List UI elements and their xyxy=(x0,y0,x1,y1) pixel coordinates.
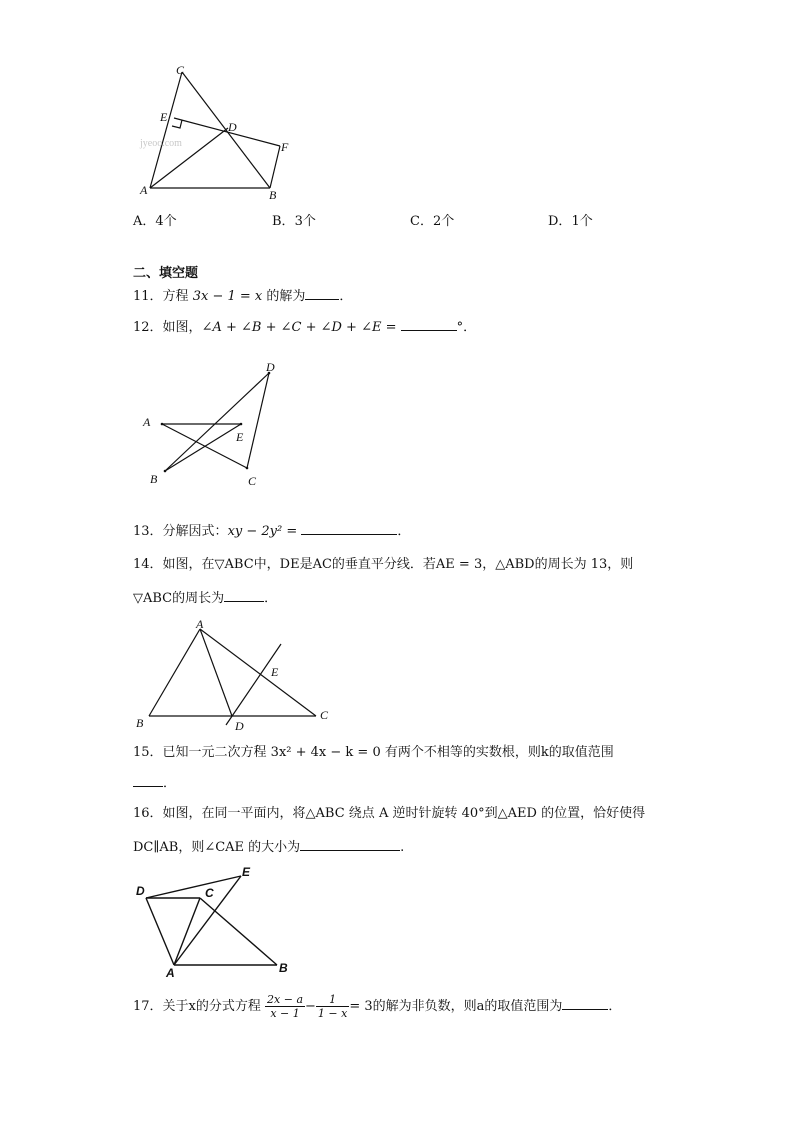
q14-answer-blank[interactable] xyxy=(224,589,264,602)
figure-star-abcde xyxy=(135,355,295,490)
q17-end: ． xyxy=(608,999,622,1014)
q13-answer-blank[interactable] xyxy=(301,522,397,535)
q11-equation: 3x − 1 = x xyxy=(192,289,263,304)
label-b: B xyxy=(279,961,288,975)
question-15-line1 xyxy=(133,745,614,761)
question-13 xyxy=(133,522,410,540)
label-c: C xyxy=(248,474,257,488)
option-a-value: 4个 xyxy=(155,214,177,229)
q16-answer-blank[interactable] xyxy=(300,838,400,851)
section-title: 二、填空题 xyxy=(133,266,199,281)
question-14-line1 xyxy=(133,557,633,573)
q16-number: 16． xyxy=(133,806,163,821)
q17-text-b: = 3的解为非负数，则a的取值范围为 xyxy=(349,999,563,1014)
label-c: C xyxy=(205,886,214,900)
question-11 xyxy=(133,287,352,305)
q14-text: 如图，在▽ABC中，DE是AC的垂直平分线．若AE = 3，△ABD的周长为 13，则 xyxy=(162,557,634,572)
q15-number: 15． xyxy=(133,745,163,760)
q14-end: ． xyxy=(264,591,278,606)
label-d: D xyxy=(228,120,237,134)
label-d: D xyxy=(235,719,244,733)
q13-end: ． xyxy=(397,524,411,539)
label-d: D xyxy=(266,360,275,374)
label-a: A xyxy=(166,966,175,980)
q15-answer-blank[interactable] xyxy=(133,774,163,787)
question-16-line2 xyxy=(133,838,404,856)
q12-end: ． xyxy=(463,320,477,335)
q11-end: ． xyxy=(339,289,353,304)
q16-end: . xyxy=(400,840,405,855)
option-b-letter: B． xyxy=(272,214,295,229)
question-14-line2 xyxy=(133,589,277,607)
question-17 xyxy=(133,992,621,1022)
label-b: B xyxy=(150,472,158,486)
q17-fraction-2-numerator: 1 xyxy=(316,993,349,1007)
question-15-line2 xyxy=(133,774,176,792)
option-a-letter: A． xyxy=(133,214,156,229)
figure-triangle-perpendicular-bisector xyxy=(133,615,338,735)
option-c-value: 2个 xyxy=(432,214,455,229)
q15-text: 已知一元二次方程 3x² + 4x − k = 0 有两个不相等的实数根，则k的取值范围 xyxy=(162,745,614,760)
q14-number: 14． xyxy=(133,557,163,572)
label-a: A xyxy=(143,415,151,429)
label-c: C xyxy=(176,63,185,77)
q14-text-line2: ▽ABC的周长为 xyxy=(133,591,225,606)
q17-number: 17． xyxy=(133,999,163,1014)
label-c: C xyxy=(320,708,329,722)
label-a: A xyxy=(140,183,148,197)
label-b: B xyxy=(136,716,144,730)
option-d-letter: D． xyxy=(548,214,572,229)
figure-triangle-abc-top xyxy=(130,60,310,205)
question-16-line1 xyxy=(133,806,645,822)
q17-answer-blank[interactable] xyxy=(562,997,608,1010)
q13-number: 13． xyxy=(133,524,163,539)
label-d: D xyxy=(136,884,145,898)
q11-text: 方程 xyxy=(162,289,189,304)
label-e: E xyxy=(242,865,251,879)
q16-text-line2: DC∥AB，则∠CAE 的大小为 xyxy=(133,840,301,855)
q11-answer-blank[interactable] xyxy=(305,287,339,300)
q13-expression: xy − 2y² = xyxy=(227,524,298,539)
q12-expression: ∠A + ∠B + ∠C + ∠D + ∠E = xyxy=(201,320,397,335)
label-e: E xyxy=(271,665,279,679)
label-f: F xyxy=(281,140,289,154)
label-e: E xyxy=(160,110,168,124)
q17-fraction-2-denominator: 1 − x xyxy=(317,1007,348,1020)
q12-unit: ° xyxy=(456,320,464,335)
q17-fraction-1-denominator: x − 1 xyxy=(270,1007,300,1020)
question-12 xyxy=(133,318,476,336)
label-e: E xyxy=(236,430,244,444)
option-a xyxy=(133,214,177,230)
option-b-value: 3个 xyxy=(294,214,316,229)
label-a: A xyxy=(196,617,204,631)
q11-text-b: 的解为 xyxy=(266,289,306,304)
option-b xyxy=(272,214,316,230)
option-c-letter: C． xyxy=(410,214,433,229)
figure-rotation-triangles xyxy=(130,862,295,980)
q17-fraction-2 xyxy=(316,993,349,1020)
q12-answer-blank[interactable] xyxy=(401,318,457,331)
q12-text: 如图， xyxy=(162,320,202,335)
q16-text: 如图，在同一平面内，将△ABC 绕点 A 逆时针旋转 40°到△AED 的位置，恰好使得 xyxy=(162,806,646,821)
q11-number: 11． xyxy=(133,289,163,304)
q12-number: 12． xyxy=(133,320,163,335)
label-b: B xyxy=(269,188,277,202)
option-d xyxy=(548,214,593,230)
option-c xyxy=(410,214,454,230)
q17-minus: − xyxy=(305,999,316,1014)
q17-fraction-1 xyxy=(265,993,305,1020)
q17-fraction-1-numerator: 2x − a xyxy=(267,993,304,1006)
q15-end: ． xyxy=(163,776,177,791)
watermark: jyeoo.com xyxy=(140,138,182,149)
q17-text: 关于x的分式方程 xyxy=(162,999,261,1014)
option-d-value: 1个 xyxy=(571,214,593,229)
q13-text: 分解因式： xyxy=(162,524,228,539)
